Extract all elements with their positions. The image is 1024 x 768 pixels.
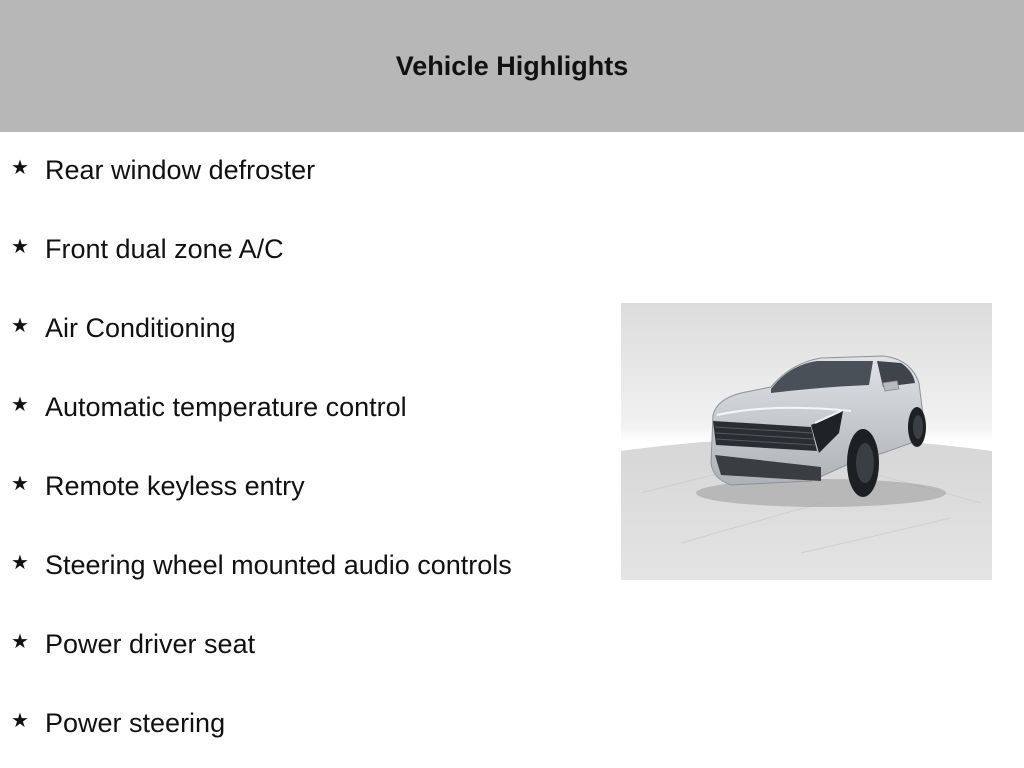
star-icon: ★ xyxy=(11,394,29,416)
feature-label: Steering wheel mounted audio controls xyxy=(45,550,512,580)
feature-label: Front dual zone A/C xyxy=(45,234,284,264)
star-icon: ★ xyxy=(11,552,29,574)
star-icon: ★ xyxy=(11,157,29,179)
star-icon: ★ xyxy=(11,473,29,495)
list-item xyxy=(0,527,600,606)
list-item xyxy=(0,448,600,527)
list-item xyxy=(0,685,600,764)
list-item xyxy=(0,211,600,290)
feature-label: Power steering xyxy=(45,708,226,738)
star-icon: ★ xyxy=(11,710,29,732)
list-item xyxy=(0,606,600,685)
feature-label: Power driver seat xyxy=(45,629,256,659)
car-icon xyxy=(621,303,992,580)
star-icon: ★ xyxy=(11,315,29,337)
page-header xyxy=(0,0,1024,132)
page-title: Vehicle Highlights xyxy=(395,50,629,81)
vehicle-photo xyxy=(621,303,992,580)
star-icon: ★ xyxy=(11,236,29,258)
feature-label: Rear window defroster xyxy=(45,155,316,185)
star-icon: ★ xyxy=(11,631,29,653)
feature-list xyxy=(0,132,600,764)
list-item xyxy=(0,132,600,211)
list-item xyxy=(0,290,600,369)
list-item xyxy=(0,369,600,448)
feature-label: Remote keyless entry xyxy=(45,471,305,501)
feature-label: Automatic temperature control xyxy=(45,392,407,422)
feature-label: Air Conditioning xyxy=(45,313,236,343)
